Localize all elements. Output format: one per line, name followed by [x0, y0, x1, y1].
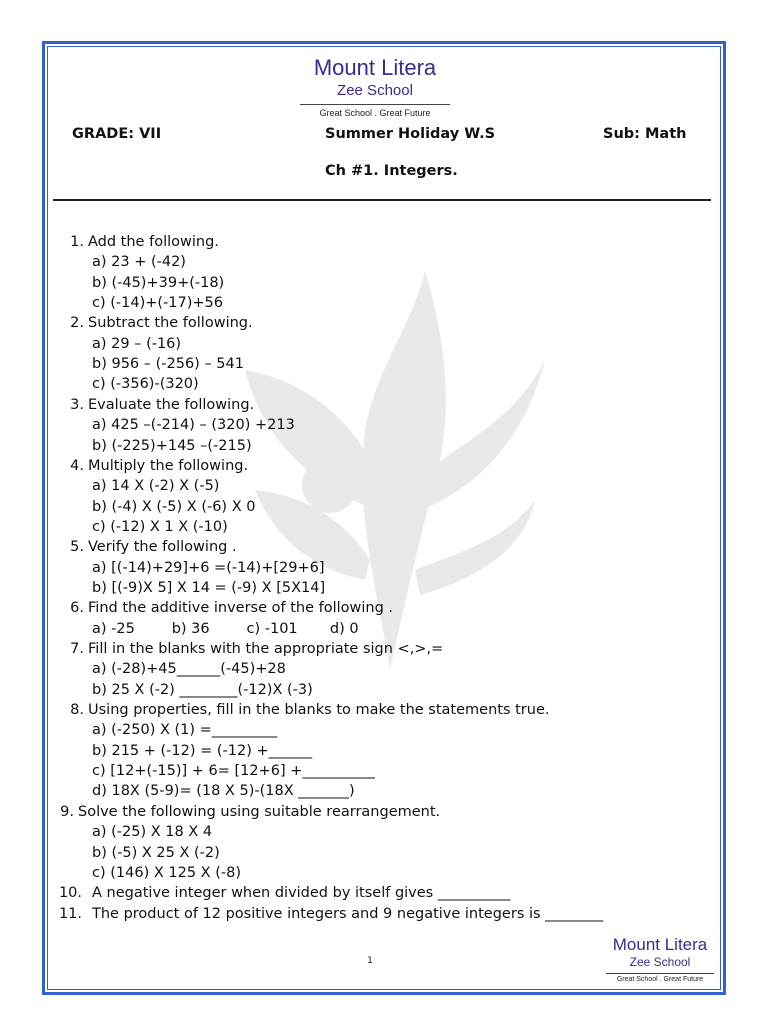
question-part: b) (-5) X 25 X (-2) [92, 844, 220, 861]
logo-brand: Mount Litera [313, 55, 437, 80]
question-part: a) 425 –(-214) – (320) +213 [92, 417, 295, 434]
question-part: b) [(-9)X 5] X 14 = (-9) X [5X14] [92, 579, 326, 596]
question-part: d) 18X (5-9)= (18 X 5)-(18X _______) [92, 783, 355, 800]
question-part: c) (-14)+(-17)+56 [92, 295, 223, 312]
question-text: Evaluate the following. [88, 396, 255, 413]
question-part: a) 14 X (-2) X (-5) [92, 478, 220, 495]
question-number: 8. [70, 702, 84, 719]
question-number: 11. [58, 905, 82, 922]
question-item [52, 802, 440, 822]
question-number: 9. [60, 803, 74, 820]
question-part: c) (-12) X 1 X (-10) [92, 518, 228, 535]
question-text: Verify the following . [88, 539, 237, 556]
question-part: b) 956 – (-256) – 541 [92, 356, 244, 373]
worksheet-title: Summer Holiday W.S [325, 126, 496, 142]
question-number: 2. [70, 315, 84, 332]
question-text: A negative integer when divided by itself gives __________ [92, 885, 511, 902]
question-text: Multiply the following. [88, 457, 249, 474]
question-number: 6. [70, 600, 84, 617]
logo-tagline: Great School . Great Future [606, 973, 714, 983]
question-part: b) (-225)+145 –(-215) [92, 437, 252, 454]
question-text: Add the following. [88, 234, 219, 250]
question-part: a) -25 b) 36 c) -101 d) 0 [92, 620, 359, 637]
question-item [62, 537, 237, 557]
logo-school: Zee School [337, 82, 413, 99]
grade-label: GRADE: VII [72, 126, 162, 142]
subject-label: Sub: Math [603, 126, 687, 142]
question-number: 3. [70, 396, 84, 413]
logo-tagline: Great School . Great Future [300, 104, 450, 118]
logo-school: Zee School [629, 955, 691, 969]
school-logo-footer [606, 934, 714, 983]
header-divider [53, 199, 711, 201]
school-logo-header [300, 54, 450, 118]
chapter-title: Ch #1. Integers. [325, 163, 458, 179]
question-part: b) 215 + (-12) = (-12) +______ [92, 742, 313, 759]
question-item [62, 395, 254, 415]
question-part: c) (-356)-(320) [92, 376, 199, 393]
question-part: a) (-250) X (1) =_________ [92, 722, 278, 739]
question-part: a) [(-14)+29]+6 =(-14)+[29+6] [92, 559, 325, 576]
question-number: 10. [58, 885, 82, 902]
question-item [52, 904, 603, 924]
question-item [62, 598, 393, 618]
question-item [62, 232, 219, 252]
question-item [62, 700, 550, 720]
question-item [62, 313, 253, 333]
question-text: Using properties, fill in the blanks to make the statements true. [88, 702, 550, 719]
question-item [62, 456, 248, 476]
question-text: Subtract the following. [88, 315, 253, 332]
question-text: Solve the following using suitable rearrangement. [78, 803, 441, 820]
question-item [52, 883, 510, 903]
question-item [62, 639, 443, 659]
logo-brand: Mount Litera [612, 935, 708, 954]
question-part: a) (-28)+45______(-45)+28 [92, 661, 286, 678]
question-number: 4. [70, 457, 84, 474]
question-number: 5. [70, 539, 84, 556]
question-text: Find the additive inverse of the following . [88, 600, 394, 617]
question-part: a) 29 – (-16) [92, 335, 182, 352]
question-part: a) (-25) X 18 X 4 [92, 824, 213, 841]
question-text: Fill in the blanks with the appropriate sign <,>,= [88, 641, 444, 657]
question-part: a) 23 + (-42) [92, 254, 186, 271]
question-part: b) (-45)+39+(-18) [92, 274, 225, 291]
question-number: 7. [70, 641, 84, 657]
question-part: c) (146) X 125 X (-8) [92, 864, 241, 881]
question-part: c) [12+(-15)] + 6= [12+6] +__________ [92, 763, 375, 780]
question-part: b) (-4) X (-5) X (-6) X 0 [92, 498, 256, 515]
question-part: b) 25 X (-2) ________(-12)X (-3) [92, 681, 313, 698]
question-number: 1. [70, 234, 84, 250]
question-text: The product of 12 positive integers and 9 negative integers is ________ [92, 905, 604, 922]
page-number: 1 [367, 956, 373, 966]
